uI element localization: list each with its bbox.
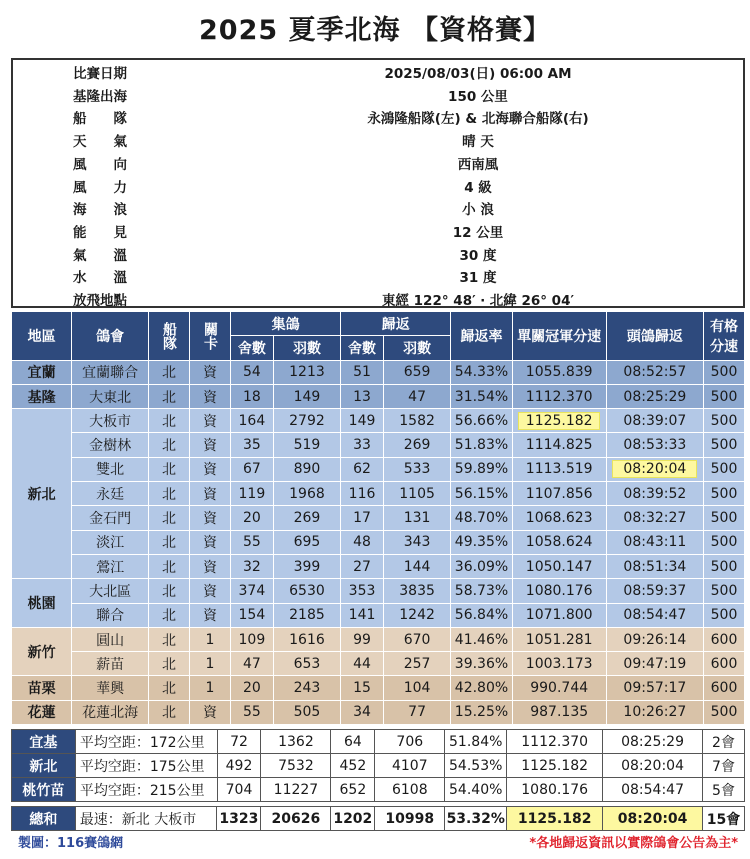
boat-team: 北 (149, 482, 190, 506)
col-club-header: 鴿會 (72, 312, 149, 361)
return-sheds: 27 (341, 554, 384, 578)
boat-team: 北 (149, 530, 190, 554)
return-birds: 706 (375, 730, 445, 754)
region-cell: 苗栗 (12, 676, 72, 700)
info-row (13, 151, 743, 174)
col-collect-birds-header: 羽數 (273, 336, 340, 360)
champion-speed: 990.744 (512, 676, 606, 700)
first-return-time: 08:54:47 (606, 603, 703, 627)
club-name: 金樹林 (72, 433, 149, 457)
collect-sheds: 119 (231, 482, 274, 506)
return-birds: 1582 (383, 409, 450, 433)
return-rate: 15.25% (451, 700, 512, 724)
col-returns-birds-header: 羽數 (383, 336, 450, 360)
return-rate: 54.33% (451, 360, 512, 384)
gate-type: 1 (190, 676, 231, 700)
boat-team: 北 (149, 554, 190, 578)
collect-birds: 1968 (273, 482, 340, 506)
return-rate: 31.54% (451, 384, 512, 408)
table-row (12, 384, 745, 408)
gate-type: 資 (190, 482, 231, 506)
club-count: 7會 (703, 754, 745, 778)
info-label: 氣 溫 (73, 247, 127, 264)
summary-row (12, 778, 745, 802)
info-row (13, 264, 743, 287)
info-row (13, 128, 743, 151)
champion-speed: 1055.839 (512, 360, 606, 384)
return-sheds: 99 (341, 627, 384, 651)
boat-team: 北 (149, 433, 190, 457)
collect-sheds: 20 (231, 506, 274, 530)
average-distance: 平均空距：172公里 (75, 730, 217, 754)
first-return-time: 10:26:27 (606, 700, 703, 724)
boat-team: 北 (149, 409, 190, 433)
summary-row (12, 730, 745, 754)
qualified-speed: 500 (704, 482, 745, 506)
boat-team: 北 (149, 579, 190, 603)
champion-speed: 1125.182 (507, 754, 603, 778)
gate-type: 資 (190, 384, 231, 408)
collect-birds: 695 (273, 530, 340, 554)
champion-speed: 987.135 (512, 700, 606, 724)
club-name: 大北區 (72, 579, 149, 603)
collect-birds: 399 (273, 554, 340, 578)
return-sheds: 452 (331, 754, 375, 778)
club-name: 金石門 (72, 506, 149, 530)
collect-birds: 149 (273, 384, 340, 408)
boat-team: 北 (149, 360, 190, 384)
table-row (12, 554, 745, 578)
return-sheds: 34 (341, 700, 384, 724)
return-birds: 47 (383, 384, 450, 408)
region-cell: 桃園 (12, 579, 72, 628)
total-label: 總和 (12, 807, 76, 831)
qualified-speed: 500 (704, 700, 745, 724)
return-rate: 51.84% (445, 730, 507, 754)
boat-team: 北 (149, 676, 190, 700)
club-name: 聯合 (72, 603, 149, 627)
col-rate-header: 歸返率 (451, 312, 512, 361)
return-birds: 269 (383, 433, 450, 457)
table-row (12, 457, 745, 481)
return-sheds: 44 (341, 652, 384, 676)
total-count: 15會 (703, 807, 745, 831)
return-sheds: 353 (341, 579, 384, 603)
gate-type: 資 (190, 457, 231, 481)
average-distance: 平均空距：215公里 (75, 778, 217, 802)
gate-type: 資 (190, 700, 231, 724)
first-return-time: 09:57:17 (606, 676, 703, 700)
qualified-speed: 500 (704, 554, 745, 578)
first-return-time: 09:26:14 (606, 627, 703, 651)
collect-sheds: 20 (231, 676, 274, 700)
champion-speed: 1071.800 (512, 603, 606, 627)
qualified-speed: 600 (704, 676, 745, 700)
return-sheds: 116 (341, 482, 384, 506)
first-return-time: 08:51:34 (606, 554, 703, 578)
first-return-time: 08:53:33 (606, 433, 703, 457)
gate-type: 資 (190, 409, 231, 433)
info-label: 天 氣 (73, 134, 127, 151)
info-value: 31 度 (459, 270, 497, 287)
gate-type: 資 (190, 579, 231, 603)
return-rate: 56.84% (451, 603, 512, 627)
champion-speed (512, 409, 606, 433)
collect-sheds: 47 (231, 652, 274, 676)
return-birds: 144 (383, 554, 450, 578)
collect-sheds: 54 (231, 360, 274, 384)
summary-region: 桃竹苗 (12, 778, 76, 802)
club-name: 花蓮北海 (72, 700, 149, 724)
qualified-speed: 500 (704, 530, 745, 554)
first-return-time: 08:39:52 (606, 482, 703, 506)
boat-team: 北 (149, 457, 190, 481)
col-region-header: 地區 (12, 312, 72, 361)
return-birds: 343 (383, 530, 450, 554)
region-cell: 新竹 (12, 627, 72, 676)
results-table (11, 311, 745, 725)
return-birds: 77 (383, 700, 450, 724)
return-rate: 54.40% (445, 778, 507, 802)
region-cell: 花蓮 (12, 700, 72, 724)
results-body (12, 360, 745, 724)
return-sheds: 62 (341, 457, 384, 481)
collect-sheds: 492 (217, 754, 261, 778)
champion-speed: 1003.173 (512, 652, 606, 676)
collect-birds: 2185 (273, 603, 340, 627)
table-row (12, 579, 745, 603)
info-label: 水 溫 (73, 270, 127, 287)
return-birds: 257 (383, 652, 450, 676)
return-sheds: 48 (341, 530, 384, 554)
return-sheds: 149 (341, 409, 384, 433)
return-rate: 48.70% (451, 506, 512, 530)
first-return-time: 08:39:07 (606, 409, 703, 433)
first-return-time: 08:54:47 (603, 778, 703, 802)
club-name: 圓山 (72, 627, 149, 651)
club-name: 永廷 (72, 482, 149, 506)
info-value: 西南風 (457, 156, 499, 173)
col-first-header: 頭鴿歸返 (606, 312, 703, 361)
qualified-speed: 500 (704, 433, 745, 457)
first-return-time: 08:25:29 (603, 730, 703, 754)
return-birds: 670 (383, 627, 450, 651)
first-return-time (606, 457, 703, 481)
summary-region: 宜基 (12, 730, 76, 754)
collect-birds: 7532 (261, 754, 331, 778)
total-row (12, 807, 745, 831)
boat-team: 北 (149, 603, 190, 627)
first-return-time: 08:20:04 (603, 754, 703, 778)
col-returns-header: 歸返 (341, 312, 451, 336)
total-collect-birds: 20626 (261, 807, 331, 831)
table-row (12, 627, 745, 651)
info-value: 12 公里 (452, 224, 504, 241)
summary-table (11, 729, 745, 802)
boat-team: 北 (149, 700, 190, 724)
credit-text: 製圖：116賽鴿網 (18, 836, 124, 851)
average-distance: 平均空距：175公里 (75, 754, 217, 778)
region-cell: 新北 (12, 409, 72, 579)
collect-sheds: 55 (231, 700, 274, 724)
return-rate: 56.15% (451, 482, 512, 506)
return-sheds: 33 (341, 433, 384, 457)
table-row (12, 530, 745, 554)
info-value: 小 浪 (462, 202, 494, 219)
col-speed-header: 單關冠軍分速 (512, 312, 606, 361)
return-birds: 1242 (383, 603, 450, 627)
info-value: 晴 天 (462, 134, 494, 151)
info-row (13, 105, 743, 128)
return-sheds: 141 (341, 603, 384, 627)
club-name: 鶯江 (72, 554, 149, 578)
return-birds: 104 (383, 676, 450, 700)
total-speed: 1125.182 (507, 807, 603, 831)
return-sheds: 13 (341, 384, 384, 408)
gate-type: 資 (190, 433, 231, 457)
return-birds: 3835 (383, 579, 450, 603)
total-rate: 53.32% (445, 807, 507, 831)
first-return-time: 08:43:11 (606, 530, 703, 554)
return-rate: 56.66% (451, 409, 512, 433)
info-label: 基隆出海 (73, 88, 127, 105)
return-birds: 1105 (383, 482, 450, 506)
gate-type: 資 (190, 506, 231, 530)
col-collect-sheds-header: 舍數 (231, 336, 274, 360)
first-return-time: 08:25:29 (606, 384, 703, 408)
col-collect-header: 集鴿 (231, 312, 341, 336)
summary-region: 新北 (12, 754, 76, 778)
collect-birds: 1362 (261, 730, 331, 754)
region-cell: 宜蘭 (12, 360, 72, 384)
champion-speed: 1112.370 (507, 730, 603, 754)
return-sheds: 17 (341, 506, 384, 530)
champion-speed: 1068.623 (512, 506, 606, 530)
return-rate: 51.83% (451, 433, 512, 457)
collect-sheds: 35 (231, 433, 274, 457)
table-row (12, 433, 745, 457)
return-rate: 42.80% (451, 676, 512, 700)
info-row (13, 60, 743, 83)
info-row (13, 242, 743, 265)
club-name: 華興 (72, 676, 149, 700)
table-header-row (12, 312, 745, 336)
fastest-club: 最速：新北 大板市 (75, 807, 217, 831)
highlighted-value: 1125.182 (518, 412, 600, 430)
total-return-sheds: 1202 (331, 807, 375, 831)
return-rate: 58.73% (451, 579, 512, 603)
qualified-speed: 600 (704, 627, 745, 651)
summary-row (12, 754, 745, 778)
page-title: 2025 夏季北海 【資格賽】 (199, 15, 551, 46)
return-rate: 41.46% (451, 627, 512, 651)
qualified-speed: 500 (704, 360, 745, 384)
gate-type: 資 (190, 603, 231, 627)
collect-birds: 890 (273, 457, 340, 481)
info-label: 放飛地點 (73, 293, 127, 309)
first-return-time: 08:52:57 (606, 360, 703, 384)
qualified-speed: 500 (704, 579, 745, 603)
first-return-time: 08:32:27 (606, 506, 703, 530)
collect-birds: 2792 (273, 409, 340, 433)
club-name: 雙北 (72, 457, 149, 481)
table-row (12, 652, 745, 676)
return-sheds: 15 (341, 676, 384, 700)
gate-type: 資 (190, 360, 231, 384)
col-boat-header: 船隊 (149, 312, 190, 361)
info-label: 海 浪 (73, 202, 127, 219)
qualified-speed: 500 (704, 457, 745, 481)
highlighted-value: 08:20:04 (612, 460, 697, 478)
info-value: 150 公里 (448, 88, 508, 105)
collect-sheds: 374 (231, 579, 274, 603)
boat-team: 北 (149, 506, 190, 530)
champion-speed: 1112.370 (512, 384, 606, 408)
collect-birds: 1616 (273, 627, 340, 651)
info-row (13, 219, 743, 242)
collect-birds: 269 (273, 506, 340, 530)
gate-type: 1 (190, 652, 231, 676)
info-row (13, 287, 743, 310)
return-rate: 59.89% (451, 457, 512, 481)
col-gate-header: 關卡 (190, 312, 231, 361)
summary-body (12, 730, 745, 802)
champion-speed: 1080.176 (507, 778, 603, 802)
col-qualified-header: 有格分速 (704, 312, 745, 361)
info-value: 2025/08/03(日) 06:00 AM (384, 66, 572, 82)
qualified-speed: 500 (704, 409, 745, 433)
total-first: 08:20:04 (603, 807, 703, 831)
return-birds: 131 (383, 506, 450, 530)
disclaimer-text: *各地歸返資訊以實際鴿會公告為主* (529, 836, 738, 851)
return-sheds: 652 (331, 778, 375, 802)
qualified-speed: 600 (704, 652, 745, 676)
table-row (12, 676, 745, 700)
club-name: 淡江 (72, 530, 149, 554)
champion-speed: 1050.147 (512, 554, 606, 578)
collect-sheds: 164 (231, 409, 274, 433)
qualified-speed: 500 (704, 384, 745, 408)
return-rate: 54.53% (445, 754, 507, 778)
col-returns-sheds-header: 舍數 (341, 336, 384, 360)
total-table (11, 806, 745, 831)
boat-team: 北 (149, 384, 190, 408)
region-cell: 基隆 (12, 384, 72, 408)
collect-sheds: 32 (231, 554, 274, 578)
boat-team: 北 (149, 627, 190, 651)
return-rate: 39.36% (451, 652, 512, 676)
info-label: 比賽日期 (73, 66, 127, 82)
collect-sheds: 67 (231, 457, 274, 481)
table-row (12, 603, 745, 627)
collect-sheds: 72 (217, 730, 261, 754)
champion-speed: 1080.176 (512, 579, 606, 603)
collect-birds: 653 (273, 652, 340, 676)
gate-type: 資 (190, 530, 231, 554)
champion-speed: 1058.624 (512, 530, 606, 554)
info-label: 能 見 (73, 224, 127, 241)
table-row (12, 700, 745, 724)
collect-sheds: 109 (231, 627, 274, 651)
boat-team: 北 (149, 652, 190, 676)
collect-sheds: 704 (217, 778, 261, 802)
total-return-birds: 10998 (375, 807, 445, 831)
collect-birds: 505 (273, 700, 340, 724)
return-birds: 4107 (375, 754, 445, 778)
return-sheds: 64 (331, 730, 375, 754)
info-label: 風 力 (73, 179, 127, 196)
return-birds: 533 (383, 457, 450, 481)
collect-sheds: 154 (231, 603, 274, 627)
gate-type: 資 (190, 554, 231, 578)
info-value: 永鴻隆船隊(左) & 北海聯合船隊(右) (367, 111, 589, 128)
club-count: 2會 (703, 730, 745, 754)
club-count: 5會 (703, 778, 745, 802)
champion-speed: 1051.281 (512, 627, 606, 651)
club-name: 大東北 (72, 384, 149, 408)
club-name: 宜蘭聯合 (72, 360, 149, 384)
champion-speed: 1113.519 (512, 457, 606, 481)
table-row (12, 506, 745, 530)
info-value: 4 級 (464, 179, 492, 196)
race-info-panel (11, 58, 745, 308)
table-row (12, 482, 745, 506)
collect-birds: 243 (273, 676, 340, 700)
info-label: 船 隊 (73, 111, 127, 128)
info-value: 東經 122° 48′ ‧ 北緯 26° 04′ (381, 293, 575, 309)
first-return-time: 09:47:19 (606, 652, 703, 676)
collect-sheds: 55 (231, 530, 274, 554)
return-birds: 6108 (375, 778, 445, 802)
champion-speed: 1107.856 (512, 482, 606, 506)
qualified-speed: 500 (704, 506, 745, 530)
info-row (13, 196, 743, 219)
qualified-speed: 500 (704, 603, 745, 627)
table-row (12, 409, 745, 433)
collect-birds: 11227 (261, 778, 331, 802)
return-birds: 659 (383, 360, 450, 384)
info-value: 30 度 (459, 247, 497, 264)
collect-birds: 6530 (273, 579, 340, 603)
return-rate: 36.09% (451, 554, 512, 578)
info-row (13, 174, 743, 197)
club-name: 薪苗 (72, 652, 149, 676)
return-rate: 49.35% (451, 530, 512, 554)
total-collect-sheds: 1323 (217, 807, 261, 831)
collect-birds: 1213 (273, 360, 340, 384)
gate-type: 1 (190, 627, 231, 651)
table-row (12, 360, 745, 384)
info-label: 風 向 (73, 156, 127, 173)
info-row (13, 83, 743, 106)
club-name: 大板市 (72, 409, 149, 433)
first-return-time: 08:59:37 (606, 579, 703, 603)
collect-sheds: 18 (231, 384, 274, 408)
champion-speed: 1114.825 (512, 433, 606, 457)
collect-birds: 519 (273, 433, 340, 457)
return-sheds: 51 (341, 360, 384, 384)
